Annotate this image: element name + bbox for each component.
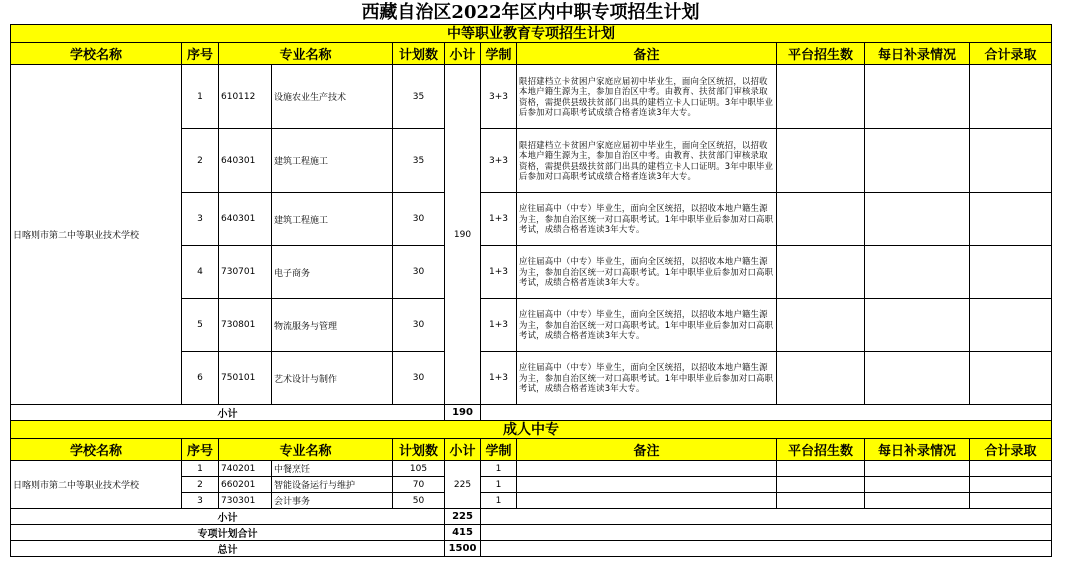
grand-total-value: 1500 <box>445 541 481 557</box>
subtotal-label: 小计 <box>11 405 445 421</box>
note-cell <box>517 493 777 509</box>
system-cell: 3+3 <box>481 129 517 193</box>
daily-cell <box>865 477 970 493</box>
major-code: 730301 <box>219 493 272 509</box>
daily-cell <box>865 65 970 129</box>
enrollment-table <box>10 24 1052 557</box>
platform-cell <box>777 246 865 299</box>
daily-cell <box>865 352 970 405</box>
system-cell: 1+3 <box>481 193 517 246</box>
note-cell: 限招建档立卡贫困户家庭应届初中毕业生，面向全区统招，以招收本地户籍生源为主，参加自治区中考。由教育、扶贫部门审核录取资格，需提供县级扶贫部门出具的建档立卡人口证明。3年中职毕业后参加对口高职考试成绩合格者连读3年大专。 <box>517 65 777 129</box>
col-header-note: 备注 <box>517 43 777 65</box>
school-name: 日喀则市第二中等职业技术学校 <box>11 65 182 405</box>
col-header-major: 专业名称 <box>219 439 393 461</box>
admit-cell <box>970 352 1052 405</box>
platform-cell <box>777 193 865 246</box>
col-header-school: 学校名称 <box>11 439 182 461</box>
admit-cell <box>970 129 1052 193</box>
subtotal-label: 小计 <box>11 509 445 525</box>
daily-cell <box>865 493 970 509</box>
major-code: 740201 <box>219 461 272 477</box>
plan-count: 105 <box>393 461 445 477</box>
note-cell: 应往届高中（中专）毕业生，面向全区统招，以招收本地户籍生源为主，参加自治区统一对口高职考试。1年中职毕业后参加对口高职考试，成绩合格者连读3年大专。 <box>517 193 777 246</box>
col-header-total-admit: 合计录取 <box>970 43 1052 65</box>
seq-cell: 2 <box>182 129 219 193</box>
major-name: 艺术设计与制作 <box>272 352 393 405</box>
col-header-total-admit: 合计录取 <box>970 439 1052 461</box>
note-cell <box>517 477 777 493</box>
major-name: 物流服务与管理 <box>272 299 393 352</box>
plan-count: 70 <box>393 477 445 493</box>
col-header-platform: 平台招生数 <box>777 439 865 461</box>
plan-count: 35 <box>393 65 445 129</box>
seq-cell: 1 <box>182 65 219 129</box>
platform-cell <box>777 299 865 352</box>
blank-cell <box>481 405 1052 421</box>
admit-cell <box>970 477 1052 493</box>
major-name: 会计事务 <box>272 493 393 509</box>
note-cell: 应往届高中（中专）毕业生，面向全区统招，以招收本地户籍生源为主，参加自治区统一对口高职考试。1年中职毕业后参加对口高职考试，成绩合格者连读3年大专。 <box>517 352 777 405</box>
col-header-subtotal: 小计 <box>445 43 481 65</box>
major-code: 750101 <box>219 352 272 405</box>
col-header-daily: 每日补录情况 <box>865 43 970 65</box>
major-code: 640301 <box>219 129 272 193</box>
seq-cell: 3 <box>182 193 219 246</box>
col-header-note: 备注 <box>517 439 777 461</box>
subtotal-row <box>11 405 1052 421</box>
seq-cell: 3 <box>182 493 219 509</box>
col-header-platform: 平台招生数 <box>777 43 865 65</box>
daily-cell <box>865 129 970 193</box>
platform-cell <box>777 129 865 193</box>
col-header-seq: 序号 <box>182 439 219 461</box>
system-cell: 1 <box>481 477 517 493</box>
daily-cell <box>865 246 970 299</box>
col-header-plan: 计划数 <box>393 439 445 461</box>
admit-cell <box>970 65 1052 129</box>
seq-cell: 4 <box>182 246 219 299</box>
school-name: 日喀则市第二中等职业技术学校 <box>11 461 182 509</box>
blank-cell <box>481 541 1052 557</box>
subtotal-row <box>11 509 1052 525</box>
special-total-row <box>11 525 1052 541</box>
blank-cell <box>481 509 1052 525</box>
plan-count: 30 <box>393 299 445 352</box>
major-name: 智能设备运行与维护 <box>272 477 393 493</box>
major-code: 660201 <box>219 477 272 493</box>
grand-total-label: 总计 <box>11 541 445 557</box>
admit-cell <box>970 461 1052 477</box>
system-cell: 3+3 <box>481 65 517 129</box>
major-name: 建筑工程施工 <box>272 193 393 246</box>
system-cell: 1+3 <box>481 352 517 405</box>
grand-total-row <box>11 541 1052 557</box>
subtotal-value: 225 <box>445 509 481 525</box>
major-code: 640301 <box>219 193 272 246</box>
major-code: 730801 <box>219 299 272 352</box>
subtotal-cell: 225 <box>445 461 481 509</box>
note-cell: 限招建档立卡贫困户家庭应届初中毕业生，面向全区统招，以招收本地户籍生源为主，参加自治区中考。由教育、扶贫部门审核录取资格，需提供县级扶贫部门出具的建档立卡人口证明。3年中职毕业后参加对口高职考试成绩合格者连读3年大专。 <box>517 129 777 193</box>
plan-count: 50 <box>393 493 445 509</box>
header-row <box>11 439 1052 461</box>
note-cell <box>517 461 777 477</box>
plan-count: 30 <box>393 352 445 405</box>
seq-cell: 2 <box>182 477 219 493</box>
col-header-system: 学制 <box>481 439 517 461</box>
platform-cell <box>777 352 865 405</box>
plan-count: 30 <box>393 246 445 299</box>
platform-cell <box>777 461 865 477</box>
section-header-adult: 成人中专 <box>11 421 1052 439</box>
system-cell: 1 <box>481 493 517 509</box>
table-row <box>11 65 1052 129</box>
col-header-plan: 计划数 <box>393 43 445 65</box>
subtotal-cell: 190 <box>445 65 481 405</box>
note-cell: 应往届高中（中专）毕业生，面向全区统招，以招收本地户籍生源为主，参加自治区统一对口高职考试。1年中职毕业后参加对口高职考试，成绩合格者连读3年大专。 <box>517 299 777 352</box>
col-header-seq: 序号 <box>182 43 219 65</box>
admit-cell <box>970 193 1052 246</box>
seq-cell: 6 <box>182 352 219 405</box>
major-name: 中餐烹饪 <box>272 461 393 477</box>
major-name: 建筑工程施工 <box>272 129 393 193</box>
col-header-major: 专业名称 <box>219 43 393 65</box>
platform-cell <box>777 477 865 493</box>
admit-cell <box>970 493 1052 509</box>
note-cell: 应往届高中（中专）毕业生，面向全区统招，以招收本地户籍生源为主，参加自治区统一对口高职考试。1年中职毕业后参加对口高职考试，成绩合格者连读3年大专。 <box>517 246 777 299</box>
daily-cell <box>865 299 970 352</box>
subtotal-value: 190 <box>445 405 481 421</box>
system-cell: 1+3 <box>481 246 517 299</box>
system-cell: 1 <box>481 461 517 477</box>
admit-cell <box>970 246 1052 299</box>
seq-cell: 5 <box>182 299 219 352</box>
major-code: 610112 <box>219 65 272 129</box>
daily-cell <box>865 193 970 246</box>
col-header-daily: 每日补录情况 <box>865 439 970 461</box>
special-total-label: 专项计划合计 <box>11 525 445 541</box>
col-header-system: 学制 <box>481 43 517 65</box>
plan-count: 30 <box>393 193 445 246</box>
blank-cell <box>481 525 1052 541</box>
major-code: 730701 <box>219 246 272 299</box>
major-name: 电子商务 <box>272 246 393 299</box>
special-total-value: 415 <box>445 525 481 541</box>
plan-count: 35 <box>393 129 445 193</box>
header-row <box>11 43 1052 65</box>
col-header-school: 学校名称 <box>11 43 182 65</box>
major-name: 设施农业生产技术 <box>272 65 393 129</box>
daily-cell <box>865 461 970 477</box>
page-title: 西藏自治区2022年区内中职专项招生计划 <box>361 2 700 23</box>
col-header-subtotal: 小计 <box>445 439 481 461</box>
platform-cell <box>777 65 865 129</box>
platform-cell <box>777 493 865 509</box>
seq-cell: 1 <box>182 461 219 477</box>
section-header-vocational: 中等职业教育专项招生计划 <box>11 25 1052 43</box>
admit-cell <box>970 299 1052 352</box>
system-cell: 1+3 <box>481 299 517 352</box>
table-row <box>11 461 1052 477</box>
